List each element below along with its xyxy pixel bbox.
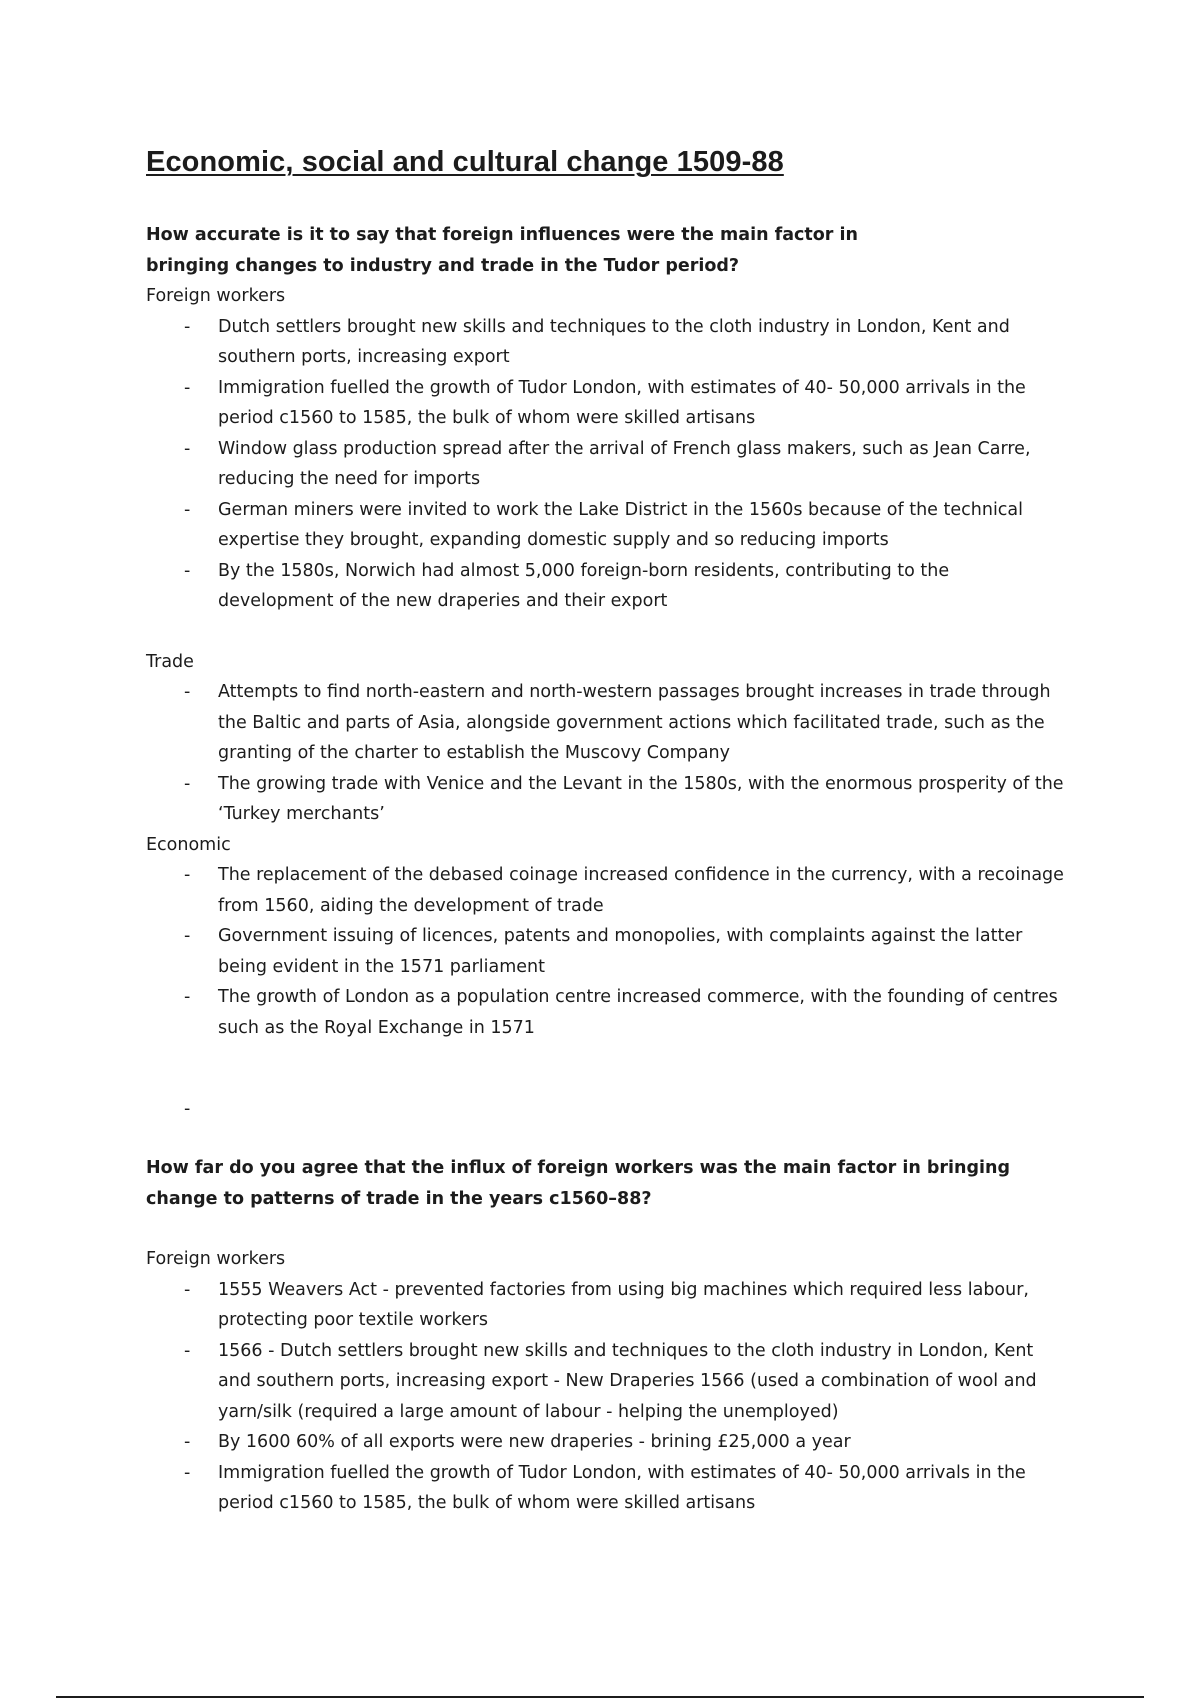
empty-bullet: - bbox=[184, 1099, 191, 1119]
list-item-text: Window glass production spread after the arrival of French glass makers, such as Jean Carre, reducing the need for imports bbox=[218, 438, 1031, 489]
blank-line bbox=[146, 1214, 1066, 1244]
essay-section-2 bbox=[146, 1153, 1066, 1519]
list-item bbox=[146, 921, 1066, 982]
bullet-list-trade bbox=[146, 677, 1066, 830]
list-item bbox=[146, 1458, 1066, 1519]
essay-question: How far do you agree that the influx of foreign workers was the main factor in bringing change to patterns of trade in the years c1560–88? bbox=[146, 1158, 1011, 1209]
list-item bbox=[146, 312, 1066, 373]
list-item bbox=[146, 434, 1066, 495]
bullet-dash: - bbox=[184, 1432, 191, 1452]
list-item bbox=[146, 677, 1066, 769]
list-item bbox=[146, 373, 1066, 434]
list-item bbox=[146, 495, 1066, 556]
list-item-text: The growth of London as a population centre increased commerce, with the founding of centres such as the Royal Exchange in 1571 bbox=[218, 987, 1058, 1038]
list-item-text: 1555 Weavers Act - prevented factories from using big machines which required less labour, protecting poor textile workers bbox=[218, 1279, 1029, 1330]
bullet-dash: - bbox=[184, 987, 191, 1007]
essay-section-1 bbox=[146, 220, 1066, 1043]
list-item bbox=[146, 1275, 1066, 1336]
bullet-list-foreign-workers bbox=[146, 312, 1066, 617]
list-item-text: The replacement of the debased coinage increased confidence in the currency, with a recoinage from 1560, aiding the development of trade bbox=[218, 865, 1064, 916]
list-item-text: Immigration fuelled the growth of Tudor London, with estimates of 40- 50,000 arrivals in the period c1560 to 1585, the bulk of whom were skilled artisans bbox=[218, 1462, 1026, 1513]
document-title: Economic, social and cultural change 1509-88 bbox=[146, 146, 784, 178]
list-item-text: Government issuing of licences, patents and monopolies, with complaints against the latter being evident in the 1571 parliament bbox=[218, 926, 1023, 977]
bullet-dash: - bbox=[184, 560, 191, 581]
question-block bbox=[146, 220, 906, 281]
list-item bbox=[146, 1427, 1066, 1458]
list-item bbox=[146, 860, 1066, 921]
bullet-dash: - bbox=[184, 438, 191, 459]
list-item bbox=[146, 769, 1066, 830]
bullet-list-economic bbox=[146, 860, 1066, 1043]
list-item-text: Immigration fuelled the growth of Tudor London, with estimates of 40- 50,000 arrivals in the period c1560 to 1585, the bulk of whom were skilled artisans bbox=[218, 377, 1026, 428]
essay-question: How accurate is it to say that foreign influences were the main factor in bringing changes to industry and trade in the Tudor period? bbox=[146, 225, 858, 276]
page-bottom-rule bbox=[56, 1696, 1144, 1698]
bullet-dash: - bbox=[184, 499, 191, 520]
list-item-text: Attempts to find north-eastern and north-western passages brought increases in trade through the Baltic and parts of Asia, alongside government actions which facilitated trade, such as the granting of the charter to establish the Muscovy Company bbox=[218, 682, 1051, 763]
bullet-dash: - bbox=[184, 926, 191, 946]
bullet-dash: - bbox=[184, 682, 191, 702]
group-heading-economic: Economic bbox=[146, 834, 231, 855]
list-item-text: Dutch settlers brought new skills and techniques to the cloth industry in London, Kent and southern ports, increasing export bbox=[218, 316, 1010, 367]
bullet-dash: - bbox=[184, 1279, 191, 1300]
list-item bbox=[146, 556, 1066, 617]
bullet-dash: - bbox=[184, 316, 191, 337]
list-item-text: By 1600 60% of all exports were new draperies - brining £25,000 a year bbox=[218, 1432, 851, 1452]
list-item-text: 1566 - Dutch settlers brought new skills and techniques to the cloth industry in London, Kent and southern ports, increasing export - New Draperies 1566 (used a combination of wool and yarn/silk (required a large amount of labour - helping the unemployed) bbox=[218, 1340, 1037, 1422]
bullet-dash: - bbox=[184, 865, 191, 885]
blank-line bbox=[146, 617, 1066, 647]
list-item bbox=[146, 982, 1066, 1043]
group-heading-foreign-workers: Foreign workers bbox=[146, 1249, 286, 1269]
list-item-text: German miners were invited to work the Lake District in the 1560s because of the technical expertise they brought, expanding domestic supply and so reducing imports bbox=[218, 499, 1024, 550]
bullet-dash: - bbox=[184, 1340, 191, 1361]
list-item-text: By the 1580s, Norwich had almost 5,000 foreign-born residents, contributing to the development of the new draperies and their export bbox=[218, 560, 950, 611]
question-block bbox=[146, 1153, 1066, 1214]
group-heading-trade: Trade bbox=[146, 651, 194, 672]
list-item-text: The growing trade with Venice and the Levant in the 1580s, with the enormous prosperity of the ‘Turkey merchants’ bbox=[218, 773, 1064, 824]
bullet-dash: - bbox=[184, 377, 191, 398]
group-heading-foreign-workers: Foreign workers bbox=[146, 286, 286, 306]
bullet-dash: - bbox=[184, 1462, 191, 1483]
bullet-list-foreign-workers bbox=[146, 1275, 1066, 1519]
bullet-dash: - bbox=[184, 773, 191, 794]
list-item bbox=[146, 1336, 1066, 1428]
